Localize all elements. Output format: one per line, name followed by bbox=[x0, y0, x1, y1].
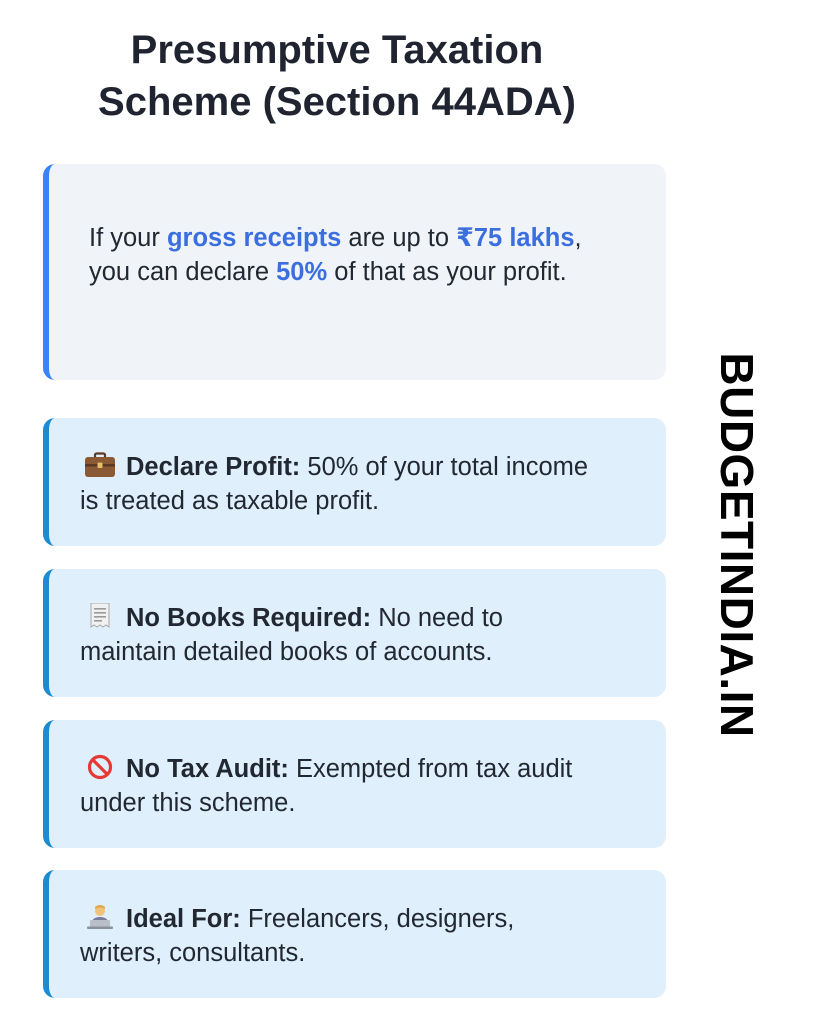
person-laptop-icon bbox=[84, 904, 116, 930]
page-title bbox=[40, 24, 634, 128]
briefcase-icon bbox=[84, 452, 116, 478]
card-ideal-for bbox=[43, 870, 666, 998]
card-text: 50% of your total income is treated as taxable profit. bbox=[80, 453, 589, 515]
card-text: No need to maintain detailed books of accounts. bbox=[80, 604, 503, 666]
card-label: Declare Profit: bbox=[126, 453, 301, 481]
card-label: No Books Required: bbox=[126, 604, 372, 632]
card-label: Ideal For: bbox=[126, 905, 241, 933]
card-text: Freelancers, designers, writers, consultants. bbox=[80, 905, 515, 967]
intro-highlight-gross-receipts: gross receipts bbox=[166, 224, 342, 252]
card-no-books bbox=[43, 569, 666, 697]
receipt-icon bbox=[84, 603, 116, 629]
intro-highlight-percent: 50% bbox=[276, 258, 328, 286]
intro-text-3: , you can declare bbox=[89, 224, 582, 286]
page-title-line-2: Scheme (Section 44ADA) bbox=[98, 80, 576, 124]
card-text: Exempted from tax audit under this scheme. bbox=[80, 755, 573, 817]
card-no-tax-audit bbox=[43, 720, 666, 848]
prohibited-icon bbox=[84, 754, 116, 780]
page-title-line-1: Presumptive Taxation bbox=[130, 28, 544, 72]
card-label: No Tax Audit: bbox=[126, 755, 289, 783]
intro-highlight-amount: ₹75 lakhs bbox=[456, 224, 575, 252]
watermark-text: BUDGETINDIA.IN bbox=[711, 352, 763, 738]
intro-text-1: If your bbox=[89, 224, 167, 252]
intro-text-4: of that as your profit. bbox=[327, 258, 567, 286]
intro-text-2: are up to bbox=[341, 224, 457, 252]
intro-card bbox=[43, 164, 666, 380]
card-declare-profit bbox=[43, 418, 666, 546]
